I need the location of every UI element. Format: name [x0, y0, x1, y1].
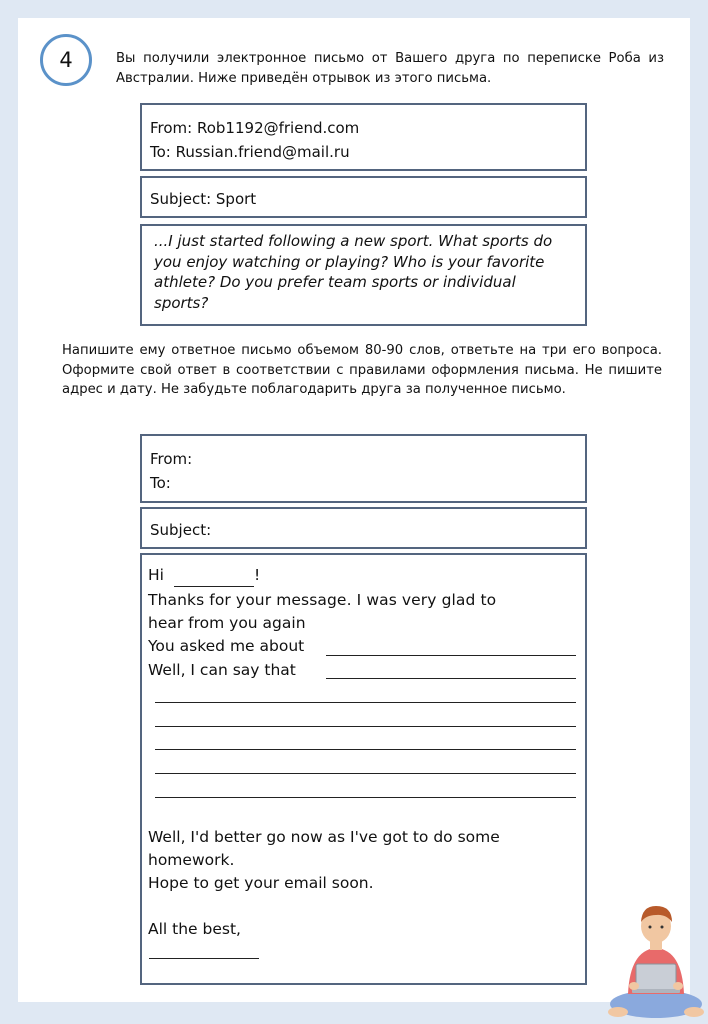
can-say-text: Well, I can say that: [148, 661, 296, 679]
student-laptop-illustration: [606, 898, 706, 1022]
greeting-end: !: [254, 566, 261, 584]
signature-blank[interactable]: [149, 958, 259, 959]
laptop-base: [632, 989, 680, 993]
task-number-badge: [40, 34, 92, 86]
answer-header-box: [140, 434, 587, 503]
thanks-line-2: hear from you again: [148, 614, 306, 632]
writing-line[interactable]: [155, 773, 576, 774]
answer-subject-label: Subject:: [150, 521, 212, 539]
sign-off: All the best,: [148, 920, 241, 938]
can-say-blank[interactable]: [326, 678, 576, 679]
greeting-start: Hi: [148, 566, 164, 584]
answer-subject-box: [140, 507, 587, 549]
left-hand: [629, 982, 639, 990]
email-subject: Subject: Sport: [150, 190, 257, 208]
answer-from-label: From:: [150, 450, 193, 468]
left-eye: [649, 926, 652, 929]
right-hand: [673, 982, 683, 990]
thanks-line-1: Thanks for your message. I was very glad to: [148, 591, 497, 609]
closing-line-1: Well, I'd better go now as I've got to do some: [148, 828, 500, 846]
email-from: From: Rob1192@friend.com: [150, 119, 360, 137]
closing-line-3: Hope to get your email soon.: [148, 874, 374, 892]
closing-line-2: homework.: [148, 851, 235, 869]
email-excerpt: ...I just started following a new sport. What sports do you enjoy watching or playing? Who is your favorite athlete? Do you prefer team sports or individual sports?: [154, 232, 553, 312]
email-subject-box: [140, 176, 587, 218]
writing-line[interactable]: [155, 797, 576, 798]
greeting-name-blank[interactable]: [174, 586, 254, 587]
email-header-box: [140, 103, 587, 171]
writing-line[interactable]: [155, 749, 576, 750]
task-number: 4: [59, 48, 73, 72]
left-foot: [608, 1007, 628, 1017]
writing-line[interactable]: [155, 726, 576, 727]
answer-to-label: To:: [150, 474, 171, 492]
writing-line[interactable]: [155, 702, 576, 703]
right-eye: [661, 926, 664, 929]
task-instructions: Напишите ему ответное письмо объемом 80-90 слов, ответьте на три его вопроса. Оформите свой ответ в соответствии с правилами оформления письма. Не пишите адрес и дату. Не забудьте поблагодарить друга за полученное письмо.: [62, 343, 662, 397]
laptop-icon: [636, 964, 676, 990]
asked-about-blank[interactable]: [326, 655, 576, 656]
intro-text: Вы получили электронное письмо от Вашего друга по переписке Роба из Австралии. Ниже приведён отрывок из этого письма.: [116, 51, 664, 86]
right-foot: [684, 1007, 704, 1017]
asked-about-text: You asked me about: [148, 637, 305, 655]
email-to: To: Russian.friend@mail.ru: [150, 143, 350, 161]
